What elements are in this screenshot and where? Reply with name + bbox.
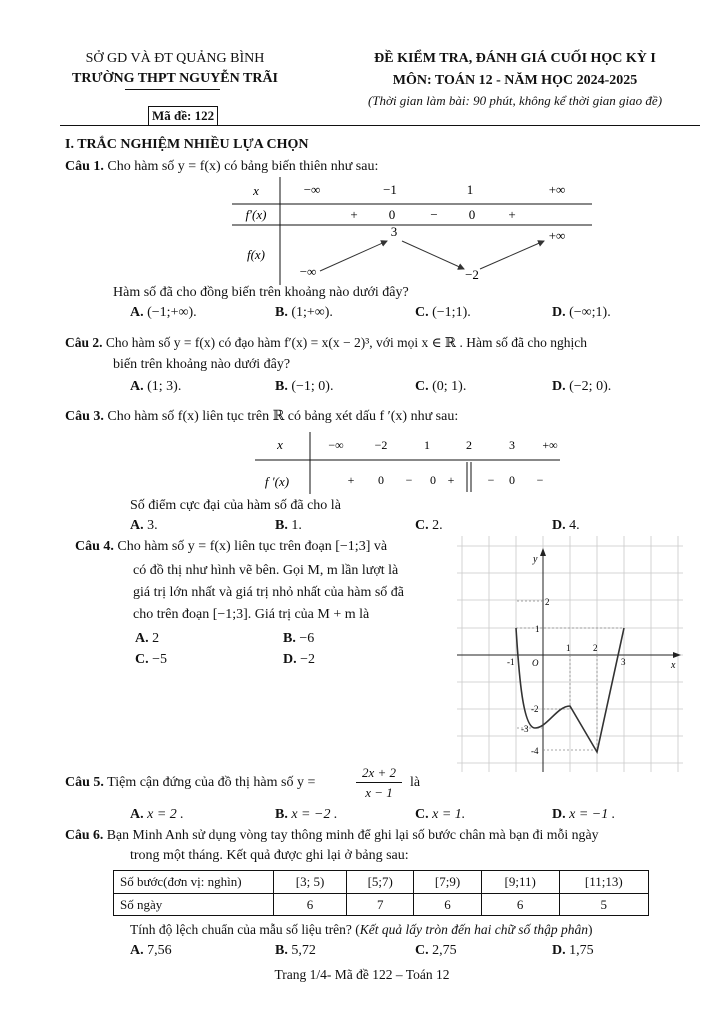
q1-option-c[interactable]: C. (−1;1).	[415, 305, 471, 320]
q4-option-d[interactable]: D. −2	[283, 652, 316, 667]
q2-option-a[interactable]: A. (1; 3).	[130, 379, 182, 394]
q2-stem	[65, 334, 587, 352]
q1-x-val: −∞	[303, 182, 321, 197]
q1-x-val: 1	[466, 182, 474, 197]
tick-label: -2	[531, 704, 539, 714]
q1-arrow-down	[402, 241, 464, 269]
q6-data-table	[113, 870, 649, 916]
table-cell: [11;13)	[559, 871, 648, 894]
q4-option-a[interactable]: A. 2	[135, 631, 160, 646]
q1-f-val: 3	[390, 224, 398, 239]
q1-label: Câu 1.	[65, 159, 104, 174]
y-axis-label: y	[533, 554, 538, 565]
q1-sign: 0	[388, 207, 396, 222]
q3-option-d[interactable]: D. 4.	[552, 518, 580, 533]
q3-x-val: −∞	[328, 438, 344, 452]
table-cell: 6	[274, 893, 347, 916]
q4-option-c[interactable]: C. −5	[135, 652, 168, 667]
q3-sign: 0	[509, 473, 515, 487]
q4-line: Cho hàm số y = f(x) liên tục trên đoạn [−1;3] và	[117, 539, 388, 554]
q1-arrow-up	[480, 241, 544, 269]
tick-label: -4	[531, 746, 539, 756]
q1-sign: −	[430, 207, 438, 222]
q1-f-label: f(x)	[246, 247, 266, 262]
q6-stem	[65, 826, 598, 845]
q2-option-d[interactable]: D. (−2; 0).	[552, 379, 612, 394]
exam-time: (Thời gian làm bài: 90 phút, không kể thời gian giao đề)	[367, 93, 663, 108]
tick-label: -1	[507, 657, 515, 667]
x-axis-label: x	[671, 660, 676, 671]
q2-stem-line2: biến trên khoảng nào dưới đây?	[113, 357, 291, 372]
school-underline	[125, 89, 220, 90]
q3-sign: −	[487, 473, 495, 487]
school-name: TRƯỜNG THPT NGUYỄN TRÃI	[71, 71, 278, 86]
q3-sign: 0	[430, 473, 436, 487]
q1-sign: 0	[468, 207, 476, 222]
q3-x-val: 1	[424, 438, 430, 452]
q3-stem	[65, 408, 458, 427]
q4-line: giá trị lớn nhất và giá trị nhỏ nhất của hàm số đã	[133, 585, 404, 600]
q6-option-c[interactable]: C. 2,75	[415, 943, 457, 958]
q4-line: cho trên đoạn [−1;3]. Giá trị của M + m là	[133, 607, 370, 622]
q1-variation-table	[232, 177, 592, 285]
table-cell: Số ngày	[114, 893, 274, 916]
q5-text: Tiệm cận đứng của đồ thị hàm số y =	[107, 775, 316, 790]
table-cell: [9;11)	[481, 871, 559, 894]
q3-sign: −	[405, 473, 413, 487]
q5-option-a[interactable]: A. x = 2 .	[130, 807, 184, 822]
q3-sign: −	[536, 473, 544, 487]
exam-subject: MÔN: TOÁN 12 - NĂM HỌC 2024-2025	[392, 73, 638, 88]
q1-stem	[65, 158, 378, 177]
q6-option-d[interactable]: D. 1,75	[552, 943, 594, 958]
tick-label: 3	[621, 657, 626, 667]
header-divider	[60, 125, 700, 126]
q5-label: Câu 5.	[65, 775, 104, 790]
q3-sign: +	[347, 473, 355, 487]
q4-graph	[457, 536, 683, 772]
q4-stem	[75, 538, 387, 557]
q2-option-c[interactable]: C. (0; 1).	[415, 379, 467, 394]
q1-arrow-up	[320, 241, 387, 271]
q3-question: Số điểm cực đại của hàm số đã cho là	[130, 498, 341, 513]
q5-option-d[interactable]: D. x = −1 .	[552, 807, 616, 822]
table-cell: 5	[559, 893, 648, 916]
q6-question: Tính độ lệch chuẩn của mẫu số liệu trên? (Kết quả lấy tròn đến hai chữ số thập phân)	[130, 922, 593, 937]
origin-label: O	[532, 658, 539, 668]
tick-label: 1	[566, 643, 571, 653]
table-row	[114, 893, 649, 916]
q6-option-a[interactable]: A. 7,56	[130, 943, 172, 958]
table-cell: [7;9)	[414, 871, 481, 894]
tick-label: 1	[535, 624, 540, 634]
q4-option-b[interactable]: B. −6	[283, 631, 315, 646]
q5-numerator: 2x + 2	[356, 764, 402, 783]
q1-f-val: −2	[465, 267, 479, 282]
q1-text: Cho hàm số y = f(x) có bảng biến thiên như sau:	[107, 159, 379, 174]
q3-x-val: +∞	[542, 438, 558, 452]
exam-title: ĐỀ KIỂM TRA, ĐÁNH GIÁ CUỐI HỌC KỲ I	[374, 51, 656, 66]
q2-option-b[interactable]: B. (−1; 0).	[275, 379, 334, 394]
q6-text: Bạn Minh Anh sử dụng vòng tay thông minh để ghi lại số bước chân mà bạn đi mỗi ngày	[106, 827, 599, 842]
q1-x-val: +∞	[548, 182, 566, 197]
q1-option-b[interactable]: B. (1;+∞).	[275, 305, 333, 320]
school-department: SỞ GD VÀ ĐT QUẢNG BÌNH	[85, 51, 265, 66]
q1-option-d[interactable]: D. (−∞;1).	[552, 305, 611, 320]
exam-code-box: Mã đề: 122	[148, 106, 218, 126]
q1-fp-label: f′(x)	[245, 207, 267, 222]
tick-label: 2	[545, 597, 550, 607]
q3-sign: +	[447, 473, 455, 487]
q5-stem	[65, 774, 315, 793]
q1-question: Hàm số đã cho đồng biến trên khoảng nào dưới đây?	[113, 285, 409, 300]
q1-x-label: x	[253, 183, 259, 198]
q3-sign-table	[255, 432, 560, 494]
q1-sign: +	[350, 207, 358, 222]
q3-sign: 0	[378, 473, 384, 487]
q6-option-b[interactable]: B. 5,72	[275, 943, 316, 958]
q3-label: Câu 3.	[65, 409, 104, 424]
q5-text-after: là	[410, 775, 421, 790]
q3-option-a[interactable]: A. 3.	[130, 518, 158, 533]
q3-x-val: 3	[509, 438, 515, 452]
q1-option-a[interactable]: A. (−1;+∞).	[130, 305, 197, 320]
q3-x-val: −2	[374, 438, 388, 452]
table-cell: [5;7)	[347, 871, 414, 894]
q1-f-val: −∞	[299, 264, 317, 279]
q2-label: Câu 2.	[65, 335, 103, 350]
q1-x-val: −1	[383, 182, 397, 197]
q5-option-c[interactable]: C. x = 1.	[415, 807, 466, 822]
table-cell: Số bước(đơn vị: nghìn)	[114, 871, 274, 894]
q3-option-b[interactable]: B. 1.	[275, 518, 302, 533]
q6-stem-line2: trong một tháng. Kết quả được ghi lại ở bảng sau:	[130, 848, 409, 863]
table-cell: 6	[481, 893, 559, 916]
q3-option-c[interactable]: C. 2.	[415, 518, 443, 533]
q3-x-label: x	[277, 437, 283, 452]
tick-label: 2	[593, 643, 598, 653]
table-cell: 6	[414, 893, 481, 916]
q4-label: Câu 4.	[75, 539, 114, 554]
section-title: I. TRẮC NGHIỆM NHIỀU LỰA CHỌN	[65, 137, 309, 152]
q5-option-b[interactable]: B. x = −2 .	[275, 807, 338, 822]
q4-line: có đồ thị như hình vẽ bên. Gọi M, m lần lượt là	[133, 563, 399, 578]
table-row	[114, 871, 649, 894]
q1-sign: +	[508, 207, 516, 222]
table-cell: 7	[347, 893, 414, 916]
q5-denominator: x − 1	[365, 785, 393, 800]
q1-f-val: +∞	[548, 228, 566, 243]
q3-x-val: 2	[466, 438, 472, 452]
q6-label: Câu 6.	[65, 827, 104, 842]
q2-text: Cho hàm số y = f(x) có đạo hàm f′(x) = x(x − 2)³, với mọi x ∈ ℝ . Hàm số đã cho nghịch	[105, 335, 587, 350]
page-footer: Trang 1/4- Mã đề 122 – Toán 12	[274, 967, 450, 982]
tick-label: -3	[521, 724, 529, 734]
q3-fp-label: f ′(x)	[264, 474, 290, 489]
table-cell: [3; 5)	[274, 871, 347, 894]
q3-text: Cho hàm số f(x) liên tục trên ℝ có bảng xét dấu f ′(x) như sau:	[107, 409, 459, 424]
